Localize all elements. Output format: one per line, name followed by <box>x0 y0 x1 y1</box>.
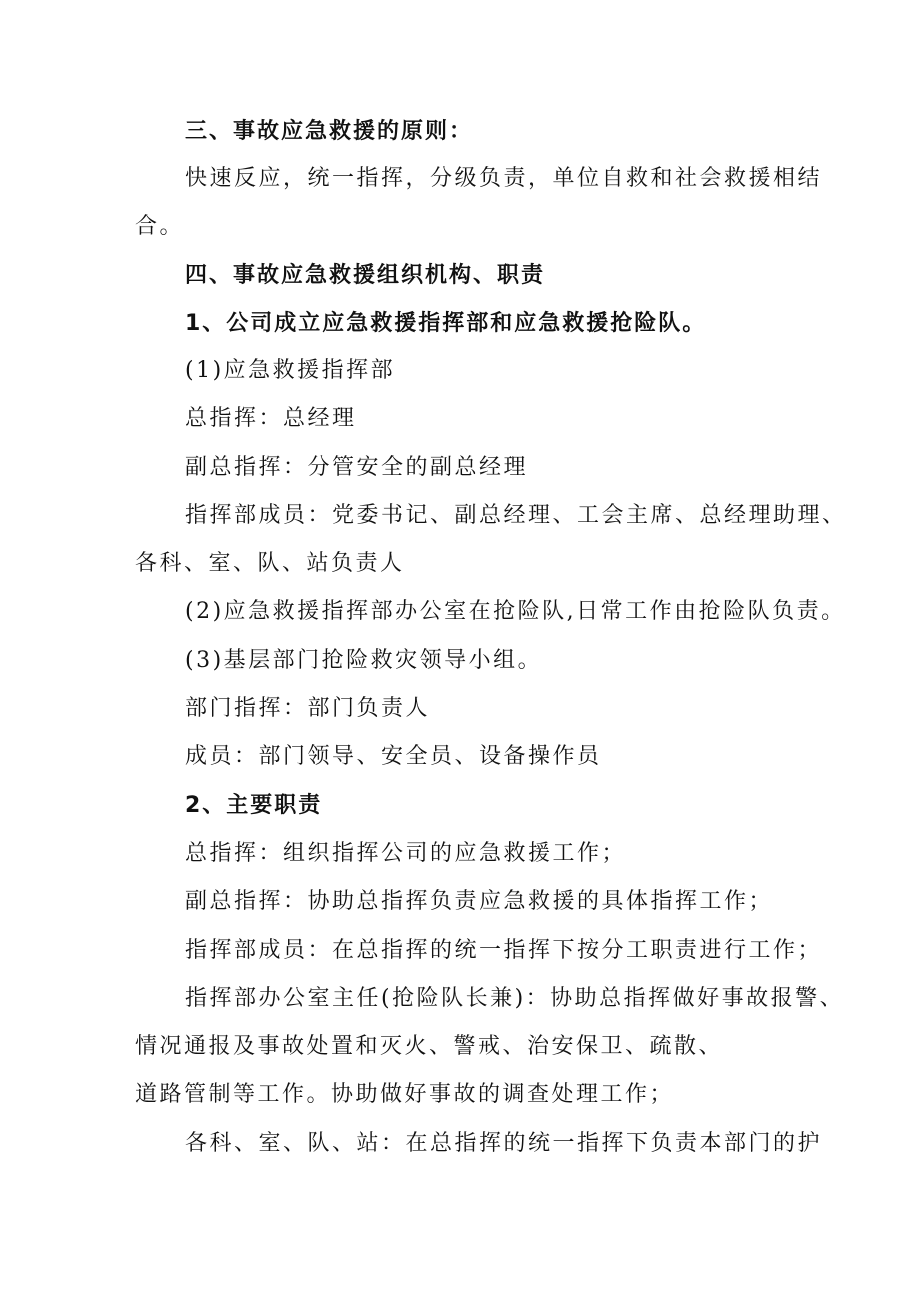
paragraph-line: 指挥部成员：在总指挥的统一指挥下按分工职责进行工作； <box>185 938 823 963</box>
paragraph-line: (1)应急救援指挥部 <box>185 358 396 383</box>
subheading-main-duties: 2、主要职责 <box>185 793 323 818</box>
paragraph-line: 快速反应，统一指挥，分级负责，单位自救和社会救援相结 <box>185 166 823 191</box>
section-heading-organization: 四、事故应急救援组织机构、职责 <box>185 263 546 288</box>
paragraph-line: (3)基层部门抢险救灾领导小组。 <box>185 648 543 673</box>
paragraph-line: 总指挥：组织指挥公司的应急救援工作； <box>185 841 627 866</box>
paragraph-line: (2)应急救援指挥部办公室在抢险队,日常工作由抢险队负责。 <box>185 599 846 624</box>
paragraph-line: 部门指挥：部门负责人 <box>185 696 431 721</box>
subheading-command-team: 1、公司成立应急救援指挥部和应急救援抢险队。 <box>185 311 707 336</box>
paragraph-line: 指挥部办公室主任(抢险队长兼)：协助总指挥做好事故报警、 <box>185 986 845 1011</box>
paragraph-line: 成员：部门领导、安全员、设备操作员 <box>185 744 602 769</box>
paragraph-line: 总指挥：总经理 <box>185 406 357 431</box>
paragraph-line: 指挥部成员：党委书记、副总经理、工会主席、总经理助理、 <box>185 503 847 528</box>
paragraph-line: 副总指挥：协助总指挥负责应急救援的具体指挥工作； <box>185 889 774 914</box>
section-heading-principles: 三、事故应急救援的原则： <box>185 119 474 144</box>
paragraph-line: 副总指挥：分管安全的副总经理 <box>185 455 529 480</box>
paragraph-line: 各科、室、队、站：在总指挥的统一指挥下负责本部门的护 <box>185 1131 823 1156</box>
paragraph-line: 情况通报及事故处置和灭火、警戒、治安保卫、疏散、 <box>135 1034 724 1059</box>
paragraph-line: 合。 <box>135 214 185 239</box>
paragraph-line: 各科、室、队、站负责人 <box>135 551 405 576</box>
paragraph-line: 道路管制等工作。协助做好事故的调查处理工作； <box>135 1082 675 1107</box>
